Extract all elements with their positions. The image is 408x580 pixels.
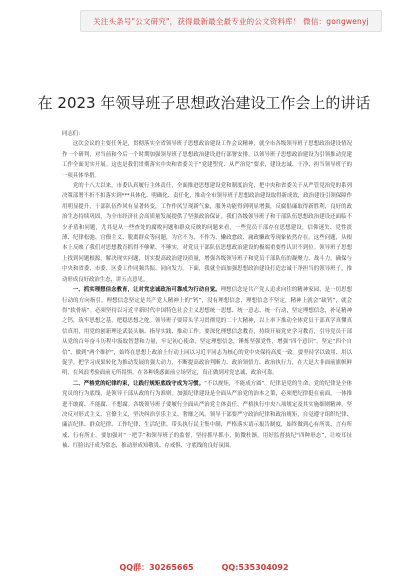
paragraph-3 xyxy=(62,285,352,379)
paragraph-1: 这次会议的主要任务是，贯彻落实全省领导班子思想政治建设工作会议精神，就全市各级领导班子思想政治建设情况作一个研判，对当前和今后一个时期加强领导班子思想政治建设进行部署安排，以领导班子思想政治建设为引领推动党建工作全面见实开展。这也是我们贯彻落实中央和省委关于“党建塑党、从严治党”要求，建设忠诚、干净、担当领导班子的一项具体举措。 xyxy=(62,141,352,179)
footer-qq-group: QQ群：30265665 xyxy=(119,562,194,572)
section-heading-1: 一、抓实理想信念教育，让对党忠诚政治可靠成为行动自觉。 xyxy=(72,287,221,294)
section-1-body: 理想信念是共产党人追求向往的精神家园，是一切思想行动的方向指引。理想信念坚定是共产党人精神上的“钙”，没有理想信念，理想信念不坚定，精神上就会“缺钙”，就会得“软骨病”。必须坚持以习近平新时代中国特色社会主义思想统一思想、统一意志、统一行动，坚定理想信念，补足精神之钙，筑牢思想之基，把稳思想之舵。领导班子要带头学习贯彻党的二十大精神，以上率下推动全体党员干部真学真懂真信真用，用党的创新理论武装头脑、指导实践、推动工作。要深化理想信念教育，持续开展党史学习教育，引导党员干部从党的百年奋斗历程中汲取智慧和力量，牢记初心使命，坚定理想信念，锤炼坚强党性，增强“四个意识”、坚定“四个自信”、做到“两个维护”，始终在思想上政治上行动上同以习近平同志为核心的党中央保持高度一致。要坚持学以致用、用以促学，把学习成果转化为推动发展的强大动力，不断提高政治判断力、政治领悟力、政治执行力，在大是大非面前旗帜鲜明，在风浪考验面前无所畏惧，在各种诱惑面前立场坚定，真正做到对党忠诚、政治可靠。 xyxy=(62,287,352,377)
document-title: 在 2023 年领导班子思想政治建设工作会上的讲话 xyxy=(37,94,371,112)
footer-contact xyxy=(0,560,408,574)
banner-text: 关注头条号"公文研究"，获得最新最全最专业的公文资料库！ 微信：gongwenyj xyxy=(93,16,369,26)
top-banner xyxy=(80,10,382,32)
document-body xyxy=(62,129,352,557)
section-2-body: “不以规矩，不能成方圆”。纪律是党的生命，党的纪律是全体党员的行为底线，是领导干部从政的行为准则。加强纪律建设是全面从严治党的治本之策，必须把纪律挺在前面，一体推进不敢腐、不能腐、不想腐。各级领导班子要履行全面从严治党主体责任，严格执行中央八项规定及其实施细则精神，坚决反对形式主义、官僚主义，坚决纠治享乐主义、奢靡之风。领导干部要严守政治纪律和政治规矩，自觉遵守组织纪律、廉洁纪律、群众纪律、工作纪律、生活纪律，带头执行民主集中制，严格落实请示报告制度，始终做到心有所畏、言有所戒、行有所止。要加强对“一把手”和领导班子的监督，坚持抓早抓小、防微杜渐，用好监督执纪“四种形态”，让咬耳扯袖、红脸出汗成为常态，推动形成知敬畏、存戒惧、守底线的良好氛围。 xyxy=(62,380,352,450)
salutation: 同志们： xyxy=(62,131,84,137)
footer-qq: QQ:535304092 xyxy=(221,562,289,572)
paragraph-4 xyxy=(62,379,352,452)
section-heading-2: 二、严格党的纪律约束，让践行规矩底线守成为习惯。 xyxy=(72,380,205,387)
paragraph-2: 党的十八大以来，市委认真履行主体责任，全面推进思想建设党和制度治党，把中央和省委关于从严管党治党的系列决策部署不折不扣落实到***具体化、明确化、责任化，推动全市领导班子思想政治建设取得新成效，政治建设引领保障作用明显提升，干部队伍作风有显著转变，工作作风呈现新气象，服务功能得到明显增强，反腐倡廉取得新胜利，良好的政治生态持续巩固，为全市经济社会高质量发展提供了坚强政治保证。我们各级领导班子和干部队伍思想政治建设还面临不少矛盾和问题，尤其是从一些查处的腐败问题和群众反映的问题来看，一些党员干部存在思想建设，信仰迷失、党性淡薄、纪律松弛、官僚主义、脱离群众等问题，为官不为、不作为、懒政怠政、庸政懒政等现象依然存在。这些问题，从根本上反映了我们对思想教育抓得不够紧、不够实，对党员干部队伍思想政治建设的极端重要性认识不到位。领导班子思想上找到问题根源，解决现实问题，切实提高政治建设质量，增强各级领导班子和党员干部队伍的凝聚力、战斗力，确保与中央和省委、市委、区委工作同频共振、同向发力。下面，我就全面加强思想政治建设打造忠诚干净担当的领导班子，推动形成良好政治生态，讲五点意见。 xyxy=(62,183,352,283)
